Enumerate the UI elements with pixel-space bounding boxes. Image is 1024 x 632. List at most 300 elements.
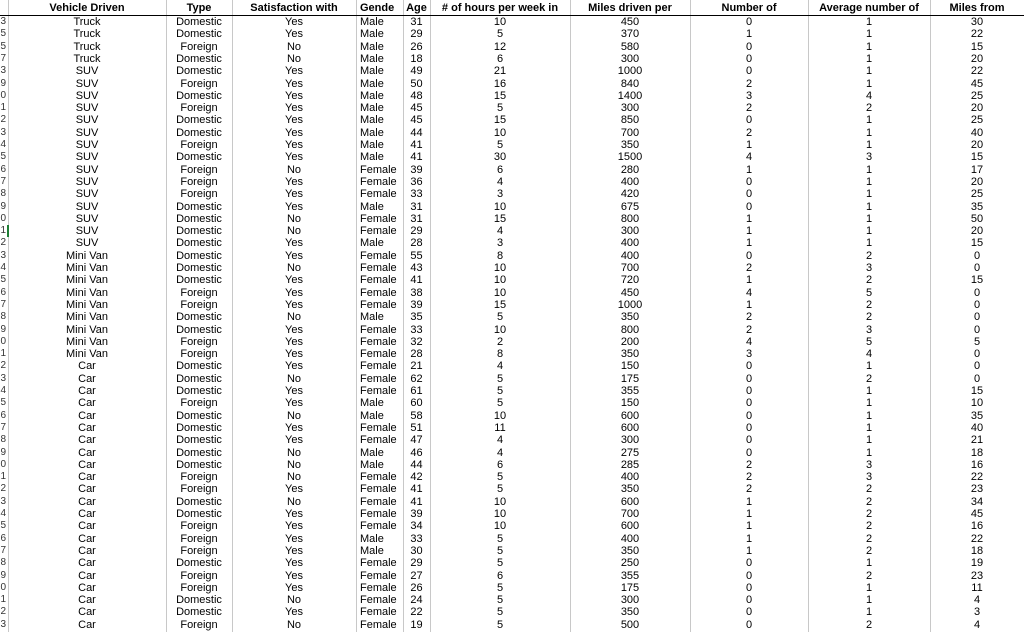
cell-from[interactable]: 0 bbox=[973, 249, 981, 262]
cell-age[interactable]: 41 bbox=[410, 151, 423, 164]
table-row[interactable] bbox=[0, 434, 1024, 446]
cell-number[interactable]: 0 bbox=[745, 606, 753, 619]
cell-vehicle[interactable]: SUV bbox=[75, 114, 99, 127]
cell-miles[interactable]: 350 bbox=[620, 311, 640, 324]
cell-type[interactable]: Foreign bbox=[180, 544, 218, 557]
cell-miles[interactable]: 600 bbox=[620, 495, 640, 508]
cell-from[interactable]: 45 bbox=[970, 77, 984, 90]
cell-from[interactable]: 18 bbox=[970, 446, 984, 459]
cell-gender[interactable]: Female bbox=[360, 212, 397, 225]
cell-age[interactable]: 55 bbox=[410, 249, 423, 262]
cell-satisfaction[interactable]: Yes bbox=[285, 581, 303, 594]
cell-age[interactable]: 49 bbox=[410, 65, 423, 78]
row-number[interactable]: 9 bbox=[0, 446, 6, 458]
cell-satisfaction[interactable]: No bbox=[286, 40, 302, 53]
row-number[interactable]: 2 bbox=[0, 114, 6, 126]
cell-vehicle[interactable]: Car bbox=[78, 434, 96, 447]
cell-avg[interactable]: 2 bbox=[865, 274, 873, 287]
cell-miles[interactable]: 300 bbox=[620, 434, 640, 447]
cell-avg[interactable]: 1 bbox=[865, 581, 873, 594]
cell-from[interactable]: 0 bbox=[973, 323, 981, 336]
cell-miles[interactable]: 1000 bbox=[617, 298, 643, 311]
cell-age[interactable]: 41 bbox=[410, 495, 423, 508]
cell-satisfaction[interactable]: Yes bbox=[285, 569, 303, 582]
cell-number[interactable]: 0 bbox=[745, 40, 753, 53]
cell-vehicle[interactable]: Car bbox=[78, 557, 96, 570]
table-row[interactable] bbox=[0, 176, 1024, 188]
cell-avg[interactable]: 1 bbox=[865, 126, 873, 139]
cell-hours[interactable]: 4 bbox=[496, 434, 504, 447]
cell-satisfaction[interactable]: No bbox=[286, 458, 302, 471]
cell-number[interactable]: 1 bbox=[745, 225, 753, 238]
cell-age[interactable]: 33 bbox=[410, 532, 423, 545]
cell-satisfaction[interactable]: Yes bbox=[285, 28, 303, 41]
cell-type[interactable]: Domestic bbox=[176, 606, 222, 619]
cell-miles[interactable]: 800 bbox=[620, 323, 640, 336]
cell-age[interactable]: 38 bbox=[410, 286, 423, 299]
cell-type[interactable]: Domestic bbox=[176, 212, 222, 225]
cell-vehicle[interactable]: Car bbox=[78, 520, 96, 533]
cell-avg[interactable]: 2 bbox=[865, 618, 873, 631]
cell-hours[interactable]: 5 bbox=[496, 102, 504, 115]
cell-from[interactable]: 35 bbox=[970, 409, 984, 422]
cell-hours[interactable]: 10 bbox=[493, 409, 507, 422]
cell-hours[interactable]: 16 bbox=[493, 77, 507, 90]
cell-satisfaction[interactable]: Yes bbox=[285, 114, 303, 127]
cell-number[interactable]: 0 bbox=[745, 569, 753, 582]
cell-vehicle[interactable]: SUV bbox=[75, 188, 99, 201]
cell-age[interactable]: 41 bbox=[410, 139, 423, 151]
row-number[interactable]: 3 bbox=[0, 16, 6, 27]
cell-type[interactable]: Foreign bbox=[180, 286, 218, 299]
cell-avg[interactable]: 2 bbox=[865, 311, 873, 324]
cell-gender[interactable]: Female bbox=[360, 298, 397, 311]
table-row[interactable] bbox=[0, 348, 1024, 360]
cell-hours[interactable]: 10 bbox=[493, 495, 507, 508]
cell-type[interactable]: Foreign bbox=[180, 102, 218, 115]
cell-satisfaction[interactable]: Yes bbox=[285, 237, 303, 250]
cell-number[interactable]: 4 bbox=[745, 286, 753, 299]
cell-type[interactable]: Foreign bbox=[180, 139, 218, 151]
row-number[interactable]: 3 bbox=[0, 65, 6, 77]
cell-vehicle[interactable]: SUV bbox=[75, 151, 99, 164]
cell-miles[interactable]: 300 bbox=[620, 225, 640, 238]
cell-gender[interactable]: Male bbox=[360, 89, 384, 102]
cell-satisfaction[interactable]: Yes bbox=[285, 348, 303, 361]
cell-age[interactable]: 48 bbox=[410, 89, 423, 102]
cell-miles[interactable]: 150 bbox=[620, 360, 640, 373]
table-row[interactable] bbox=[0, 213, 1024, 225]
cell-satisfaction[interactable]: No bbox=[286, 212, 302, 225]
column-header-avg[interactable]: Average number of bbox=[819, 2, 919, 14]
cell-avg[interactable]: 1 bbox=[865, 409, 873, 422]
cell-miles[interactable]: 400 bbox=[620, 175, 640, 188]
cell-avg[interactable]: 1 bbox=[865, 77, 873, 90]
row-number[interactable]: 3 bbox=[0, 126, 6, 138]
cell-satisfaction[interactable]: No bbox=[286, 52, 302, 65]
cell-satisfaction[interactable]: Yes bbox=[285, 360, 303, 373]
cell-number[interactable]: 0 bbox=[745, 114, 753, 127]
cell-satisfaction[interactable]: Yes bbox=[285, 421, 303, 434]
cell-age[interactable]: 39 bbox=[410, 508, 423, 520]
cell-satisfaction[interactable]: No bbox=[286, 409, 302, 422]
cell-hours[interactable]: 5 bbox=[496, 311, 504, 324]
cell-miles[interactable]: 850 bbox=[620, 114, 640, 127]
row-number[interactable]: 2 bbox=[0, 360, 6, 372]
table-row[interactable] bbox=[0, 151, 1024, 163]
cell-satisfaction[interactable]: Yes bbox=[285, 520, 303, 533]
cell-miles[interactable]: 350 bbox=[620, 606, 640, 619]
cell-type[interactable]: Domestic bbox=[176, 52, 222, 65]
cell-age[interactable]: 33 bbox=[410, 188, 423, 201]
row-number[interactable]: 1 bbox=[0, 471, 6, 483]
row-number[interactable]: 7 bbox=[0, 544, 6, 556]
table-row[interactable] bbox=[0, 496, 1024, 508]
cell-miles[interactable]: 700 bbox=[620, 126, 640, 139]
cell-miles[interactable]: 500 bbox=[620, 618, 640, 631]
cell-gender[interactable]: Female bbox=[360, 262, 397, 274]
cell-from[interactable]: 25 bbox=[970, 89, 984, 102]
cell-miles[interactable]: 350 bbox=[620, 139, 640, 151]
cell-miles[interactable]: 840 bbox=[620, 77, 640, 90]
row-number[interactable]: 4 bbox=[0, 139, 6, 150]
cell-age[interactable]: 35 bbox=[410, 311, 423, 324]
cell-satisfaction[interactable]: Yes bbox=[285, 286, 303, 299]
cell-miles[interactable]: 350 bbox=[620, 348, 640, 361]
cell-vehicle[interactable]: Car bbox=[78, 397, 96, 410]
cell-type[interactable]: Foreign bbox=[180, 532, 218, 545]
table-row[interactable] bbox=[0, 606, 1024, 618]
cell-gender[interactable]: Male bbox=[360, 544, 384, 557]
cell-vehicle[interactable]: SUV bbox=[75, 175, 99, 188]
cell-hours[interactable]: 5 bbox=[496, 385, 504, 397]
cell-from[interactable]: 25 bbox=[970, 114, 984, 127]
cell-age[interactable]: 39 bbox=[410, 298, 423, 311]
cell-from[interactable]: 15 bbox=[970, 237, 984, 250]
cell-type[interactable]: Domestic bbox=[176, 225, 222, 238]
table-row[interactable] bbox=[0, 262, 1024, 274]
cell-number[interactable]: 2 bbox=[745, 102, 753, 115]
row-number[interactable]: 4 bbox=[0, 262, 6, 273]
cell-miles[interactable]: 350 bbox=[620, 544, 640, 557]
cell-miles[interactable]: 400 bbox=[620, 471, 640, 484]
cell-from[interactable]: 0 bbox=[973, 286, 981, 299]
cell-vehicle[interactable]: SUV bbox=[75, 200, 99, 213]
row-number[interactable]: 4 bbox=[0, 385, 6, 396]
cell-type[interactable]: Domestic bbox=[176, 274, 222, 287]
cell-gender[interactable]: Male bbox=[360, 102, 384, 115]
cell-from[interactable]: 30 bbox=[970, 16, 984, 28]
cell-gender[interactable]: Female bbox=[360, 434, 397, 447]
cell-type[interactable]: Foreign bbox=[180, 520, 218, 533]
cell-miles[interactable]: 175 bbox=[620, 372, 640, 385]
cell-avg[interactable]: 1 bbox=[865, 139, 873, 151]
row-number[interactable]: 8 bbox=[0, 188, 6, 200]
cell-age[interactable]: 60 bbox=[410, 397, 423, 410]
cell-age[interactable]: 33 bbox=[410, 323, 423, 336]
cell-from[interactable]: 16 bbox=[970, 458, 984, 471]
cell-type[interactable]: Domestic bbox=[176, 434, 222, 447]
cell-miles[interactable]: 700 bbox=[620, 262, 640, 274]
table-row[interactable] bbox=[0, 373, 1024, 385]
cell-vehicle[interactable]: Car bbox=[78, 446, 96, 459]
cell-vehicle[interactable]: Car bbox=[78, 360, 96, 373]
cell-from[interactable]: 23 bbox=[970, 483, 984, 496]
cell-type[interactable]: Foreign bbox=[180, 569, 218, 582]
cell-age[interactable]: 31 bbox=[410, 200, 423, 213]
cell-number[interactable]: 2 bbox=[745, 77, 753, 90]
table-row[interactable] bbox=[0, 102, 1024, 114]
row-number[interactable]: 7 bbox=[0, 298, 6, 310]
column-header-satisfaction[interactable]: Satisfaction with bbox=[250, 2, 338, 14]
cell-miles[interactable]: 600 bbox=[620, 421, 640, 434]
cell-avg[interactable]: 2 bbox=[865, 495, 873, 508]
cell-avg[interactable]: 2 bbox=[865, 520, 873, 533]
cell-gender[interactable]: Male bbox=[360, 40, 384, 53]
cell-satisfaction[interactable]: Yes bbox=[285, 434, 303, 447]
row-number[interactable]: 4 bbox=[0, 508, 6, 519]
cell-gender[interactable]: Male bbox=[360, 446, 384, 459]
cell-age[interactable]: 46 bbox=[410, 446, 423, 459]
cell-satisfaction[interactable]: No bbox=[286, 225, 302, 238]
cell-avg[interactable]: 1 bbox=[865, 237, 873, 250]
cell-vehicle[interactable]: Truck bbox=[73, 40, 101, 53]
cell-miles[interactable]: 285 bbox=[620, 458, 640, 471]
row-number[interactable]: 2 bbox=[0, 237, 6, 249]
column-header-vehicle[interactable]: Vehicle Driven bbox=[49, 2, 125, 14]
cell-miles[interactable]: 600 bbox=[620, 520, 640, 533]
cell-vehicle[interactable]: Mini Van bbox=[66, 274, 108, 287]
cell-gender[interactable]: Male bbox=[360, 16, 384, 28]
cell-avg[interactable]: 4 bbox=[865, 348, 873, 361]
row-number[interactable]: 2 bbox=[0, 606, 6, 618]
row-number[interactable]: 6 bbox=[0, 163, 6, 175]
cell-satisfaction[interactable]: Yes bbox=[285, 175, 303, 188]
cell-gender[interactable]: Female bbox=[360, 274, 397, 287]
table-row[interactable] bbox=[0, 397, 1024, 409]
cell-vehicle[interactable]: Car bbox=[78, 458, 96, 471]
column-header-age[interactable]: Age bbox=[406, 2, 427, 14]
cell-number[interactable]: 0 bbox=[745, 175, 753, 188]
cell-hours[interactable]: 10 bbox=[493, 274, 507, 287]
cell-hours[interactable]: 5 bbox=[496, 557, 504, 570]
table-row[interactable] bbox=[0, 324, 1024, 336]
row-number[interactable]: 5 bbox=[0, 520, 6, 532]
cell-number[interactable]: 1 bbox=[745, 544, 753, 557]
cell-from[interactable]: 40 bbox=[970, 126, 984, 139]
cell-avg[interactable]: 2 bbox=[865, 102, 873, 115]
cell-number[interactable]: 0 bbox=[745, 372, 753, 385]
table-row[interactable] bbox=[0, 594, 1024, 606]
cell-type[interactable]: Domestic bbox=[176, 16, 222, 28]
cell-miles[interactable]: 200 bbox=[620, 335, 640, 348]
cell-vehicle[interactable]: Car bbox=[78, 581, 96, 594]
cell-gender[interactable]: Male bbox=[360, 237, 384, 250]
cell-hours[interactable]: 10 bbox=[493, 262, 507, 274]
cell-avg[interactable]: 3 bbox=[865, 458, 873, 471]
cell-avg[interactable]: 3 bbox=[865, 323, 873, 336]
cell-age[interactable]: 44 bbox=[410, 458, 423, 471]
cell-gender[interactable]: Male bbox=[360, 65, 384, 78]
table-row[interactable] bbox=[0, 287, 1024, 299]
table-row[interactable] bbox=[0, 78, 1024, 90]
cell-satisfaction[interactable]: Yes bbox=[285, 298, 303, 311]
cell-type[interactable]: Domestic bbox=[176, 421, 222, 434]
cell-satisfaction[interactable]: Yes bbox=[285, 397, 303, 410]
cell-satisfaction[interactable]: Yes bbox=[285, 606, 303, 619]
cell-type[interactable]: Domestic bbox=[176, 360, 222, 373]
table-row[interactable] bbox=[0, 201, 1024, 213]
cell-gender[interactable]: Male bbox=[360, 114, 384, 127]
row-number[interactable]: 7 bbox=[0, 52, 6, 64]
cell-miles[interactable]: 355 bbox=[620, 569, 640, 582]
cell-vehicle[interactable]: Car bbox=[78, 483, 96, 496]
cell-number[interactable]: 0 bbox=[745, 16, 753, 28]
cell-hours[interactable]: 15 bbox=[493, 298, 507, 311]
row-number[interactable]: 9 bbox=[0, 569, 6, 581]
cell-gender[interactable]: Female bbox=[360, 483, 397, 496]
cell-age[interactable]: 26 bbox=[410, 581, 423, 594]
cell-avg[interactable]: 1 bbox=[865, 397, 873, 410]
cell-miles[interactable]: 600 bbox=[620, 409, 640, 422]
cell-age[interactable]: 43 bbox=[410, 262, 423, 274]
table-row[interactable] bbox=[0, 90, 1024, 102]
cell-vehicle[interactable]: SUV bbox=[75, 89, 99, 102]
cell-miles[interactable]: 1500 bbox=[617, 151, 643, 164]
table-row[interactable] bbox=[0, 520, 1024, 532]
cell-age[interactable]: 45 bbox=[410, 114, 423, 127]
cell-satisfaction[interactable]: Yes bbox=[285, 188, 303, 201]
cell-satisfaction[interactable]: No bbox=[286, 471, 302, 484]
cell-type[interactable]: Domestic bbox=[176, 409, 222, 422]
cell-miles[interactable]: 400 bbox=[620, 237, 640, 250]
cell-gender[interactable]: Female bbox=[360, 594, 397, 607]
cell-vehicle[interactable]: Car bbox=[78, 532, 96, 545]
cell-gender[interactable]: Female bbox=[360, 557, 397, 570]
table-row[interactable] bbox=[0, 508, 1024, 520]
column-header-gender[interactable]: Gende bbox=[360, 2, 395, 14]
cell-miles[interactable]: 150 bbox=[620, 397, 640, 410]
cell-miles[interactable]: 280 bbox=[620, 163, 640, 176]
cell-vehicle[interactable]: SUV bbox=[75, 102, 99, 115]
cell-gender[interactable]: Male bbox=[360, 311, 384, 324]
cell-hours[interactable]: 4 bbox=[496, 175, 504, 188]
cell-from[interactable]: 50 bbox=[970, 212, 984, 225]
row-number[interactable]: 6 bbox=[0, 409, 6, 421]
cell-type[interactable]: Domestic bbox=[176, 249, 222, 262]
cell-from[interactable]: 25 bbox=[970, 188, 984, 201]
cell-from[interactable]: 0 bbox=[973, 372, 981, 385]
cell-avg[interactable]: 1 bbox=[865, 421, 873, 434]
cell-hours[interactable]: 4 bbox=[496, 446, 504, 459]
table-row[interactable] bbox=[0, 557, 1024, 569]
cell-type[interactable]: Foreign bbox=[180, 77, 218, 90]
table-row[interactable] bbox=[0, 422, 1024, 434]
column-header-number[interactable]: Number of bbox=[721, 2, 777, 14]
cell-gender[interactable]: Female bbox=[360, 569, 397, 582]
table-row[interactable] bbox=[0, 447, 1024, 459]
cell-vehicle[interactable]: Car bbox=[78, 569, 96, 582]
cell-satisfaction[interactable]: Yes bbox=[285, 323, 303, 336]
cell-hours[interactable]: 15 bbox=[493, 212, 507, 225]
cell-number[interactable]: 4 bbox=[745, 335, 753, 348]
cell-hours[interactable]: 6 bbox=[496, 163, 504, 176]
table-row[interactable] bbox=[0, 28, 1024, 40]
row-number[interactable]: 0 bbox=[0, 458, 6, 470]
cell-from[interactable]: 0 bbox=[973, 298, 981, 311]
cell-hours[interactable]: 10 bbox=[493, 323, 507, 336]
cell-hours[interactable]: 5 bbox=[496, 581, 504, 594]
row-number[interactable]: 1 bbox=[0, 594, 6, 606]
row-number[interactable]: 1 bbox=[0, 348, 6, 360]
cell-satisfaction[interactable]: Yes bbox=[285, 532, 303, 545]
cell-miles[interactable]: 675 bbox=[620, 200, 640, 213]
cell-vehicle[interactable]: Car bbox=[78, 471, 96, 484]
cell-number[interactable]: 1 bbox=[745, 274, 753, 287]
table-row[interactable] bbox=[0, 225, 1024, 237]
cell-miles[interactable]: 450 bbox=[620, 286, 640, 299]
cell-vehicle[interactable]: Car bbox=[78, 508, 96, 520]
cell-age[interactable]: 31 bbox=[410, 16, 423, 28]
cell-vehicle[interactable]: SUV bbox=[75, 77, 99, 90]
cell-vehicle[interactable]: Mini Van bbox=[66, 262, 108, 274]
row-number[interactable]: 8 bbox=[0, 434, 6, 446]
cell-vehicle[interactable]: Car bbox=[78, 385, 96, 397]
row-number[interactable]: 9 bbox=[0, 323, 6, 335]
cell-age[interactable]: 31 bbox=[410, 212, 423, 225]
cell-miles[interactable]: 370 bbox=[620, 28, 640, 41]
cell-from[interactable]: 19 bbox=[970, 557, 984, 570]
table-row[interactable] bbox=[0, 619, 1024, 631]
cell-gender[interactable]: Female bbox=[360, 372, 397, 385]
cell-gender[interactable]: Female bbox=[360, 175, 397, 188]
cell-satisfaction[interactable]: Yes bbox=[285, 89, 303, 102]
row-number[interactable]: 5 bbox=[0, 274, 6, 286]
cell-number[interactable]: 0 bbox=[745, 446, 753, 459]
cell-miles[interactable]: 250 bbox=[620, 557, 640, 570]
cell-vehicle[interactable]: Car bbox=[78, 372, 96, 385]
cell-from[interactable]: 21 bbox=[970, 434, 984, 447]
table-row[interactable] bbox=[0, 299, 1024, 311]
cell-number[interactable]: 2 bbox=[745, 483, 753, 496]
cell-avg[interactable]: 1 bbox=[865, 200, 873, 213]
cell-type[interactable]: Domestic bbox=[176, 508, 222, 520]
cell-satisfaction[interactable]: Yes bbox=[285, 508, 303, 520]
row-number[interactable]: 8 bbox=[0, 311, 6, 323]
cell-age[interactable]: 22 bbox=[410, 606, 423, 619]
cell-satisfaction[interactable]: Yes bbox=[285, 544, 303, 557]
cell-age[interactable]: 28 bbox=[410, 348, 423, 361]
cell-from[interactable]: 4 bbox=[973, 594, 981, 607]
cell-age[interactable]: 47 bbox=[410, 434, 423, 447]
cell-avg[interactable]: 2 bbox=[865, 508, 873, 520]
cell-number[interactable]: 0 bbox=[745, 421, 753, 434]
cell-avg[interactable]: 1 bbox=[865, 446, 873, 459]
cell-satisfaction[interactable]: Yes bbox=[285, 274, 303, 287]
cell-avg[interactable]: 2 bbox=[865, 544, 873, 557]
cell-gender[interactable]: Female bbox=[360, 335, 397, 348]
cell-avg[interactable]: 2 bbox=[865, 532, 873, 545]
cell-satisfaction[interactable]: Yes bbox=[285, 200, 303, 213]
cell-from[interactable]: 15 bbox=[970, 385, 984, 397]
table-row[interactable] bbox=[0, 533, 1024, 545]
cell-vehicle[interactable]: Mini Van bbox=[66, 335, 108, 348]
cell-number[interactable]: 4 bbox=[745, 151, 753, 164]
cell-number[interactable]: 0 bbox=[745, 188, 753, 201]
cell-hours[interactable]: 10 bbox=[493, 286, 507, 299]
cell-hours[interactable]: 5 bbox=[496, 397, 504, 410]
cell-number[interactable]: 2 bbox=[745, 471, 753, 484]
